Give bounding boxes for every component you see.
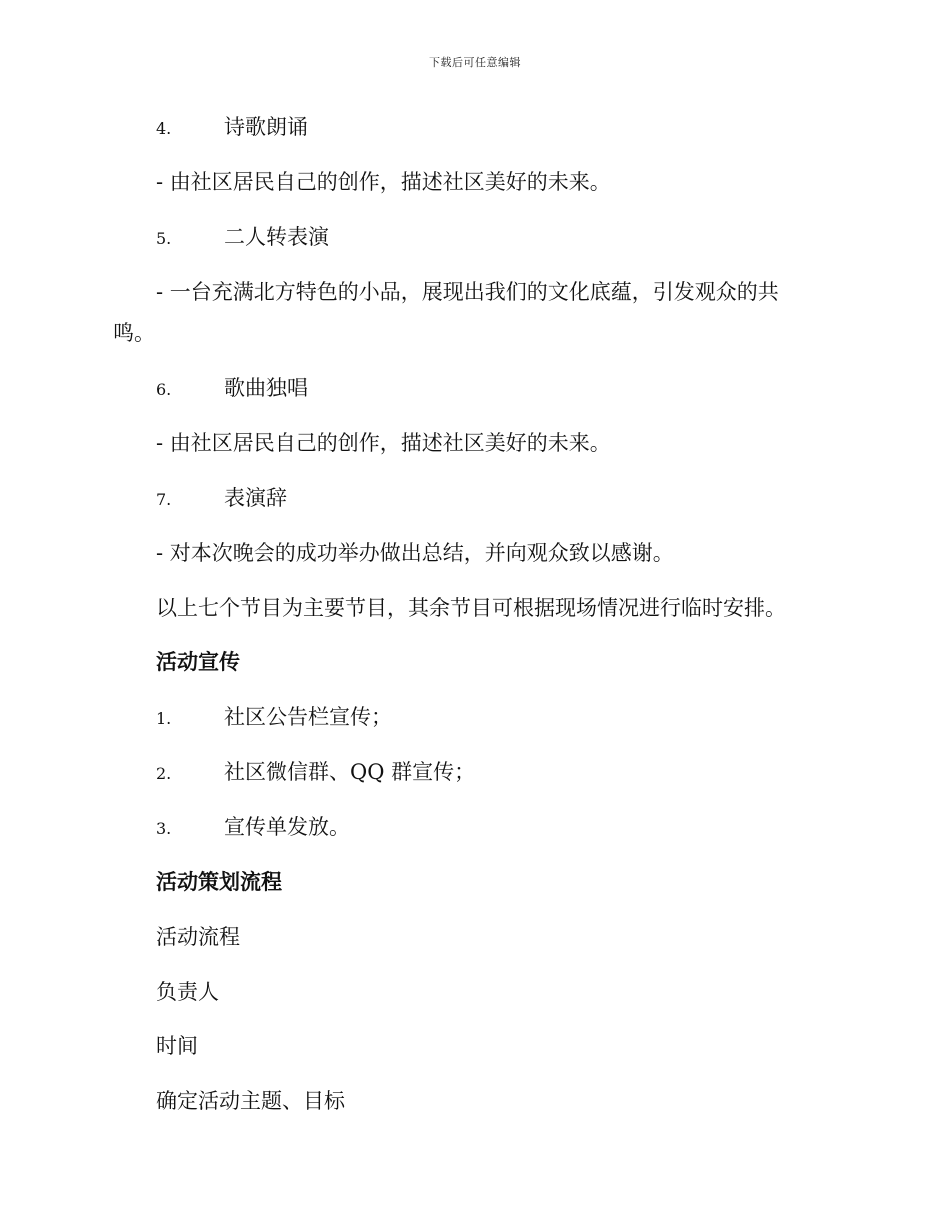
program-item: [156, 376, 308, 402]
item-number: 3.: [156, 819, 172, 838]
item-text: 宣传单发放。: [224, 815, 350, 839]
item-number: 5.: [156, 229, 172, 248]
program-item: [156, 486, 287, 512]
item-text: 社区微信群、QQ 群宣传；: [224, 760, 476, 784]
program-item: [156, 225, 329, 251]
section-heading-promotion: 活动宣传: [156, 649, 240, 674]
promo-list-item: [156, 815, 350, 841]
item-number: 6.: [156, 380, 172, 399]
item-title: 二人转表演: [224, 225, 329, 249]
program-item-description: - 对本次晚会的成功举办做出总结，并向观众致以感谢。: [156, 541, 674, 565]
item-number: 1.: [156, 709, 172, 728]
promo-list-item: [156, 705, 392, 731]
planning-line: 活动流程: [156, 925, 240, 949]
program-summary: 以上七个节目为主要节目，其余节目可根据现场情况进行临时安排。: [156, 596, 786, 620]
item-title: 诗歌朗诵: [224, 115, 308, 139]
program-item: [156, 115, 308, 141]
item-number: 4.: [156, 119, 172, 138]
item-title: 表演辞: [224, 486, 287, 510]
planning-line: 负责人: [156, 980, 219, 1004]
item-title: 歌曲独唱: [224, 376, 308, 400]
page-header: 下载后可任意编辑: [429, 56, 521, 69]
section-heading-planning: 活动策划流程: [156, 869, 282, 894]
item-text: 社区公告栏宣传；: [224, 705, 392, 729]
program-item-description: - 由社区居民自己的创作，描述社区美好的未来。: [156, 170, 611, 194]
item-number: 7.: [156, 490, 172, 509]
planning-line: 确定活动主题、目标: [156, 1089, 345, 1113]
item-number: 2.: [156, 764, 172, 783]
planning-line: 时间: [156, 1034, 198, 1058]
program-item-description-continued: 鸣。: [113, 321, 155, 345]
promo-list-item: [156, 760, 475, 786]
program-item-description: - 由社区居民自己的创作，描述社区美好的未来。: [156, 431, 611, 455]
program-item-description: - 一台充满北方特色的小品，展现出我们的文化底蕴，引发观众的共: [156, 280, 779, 304]
